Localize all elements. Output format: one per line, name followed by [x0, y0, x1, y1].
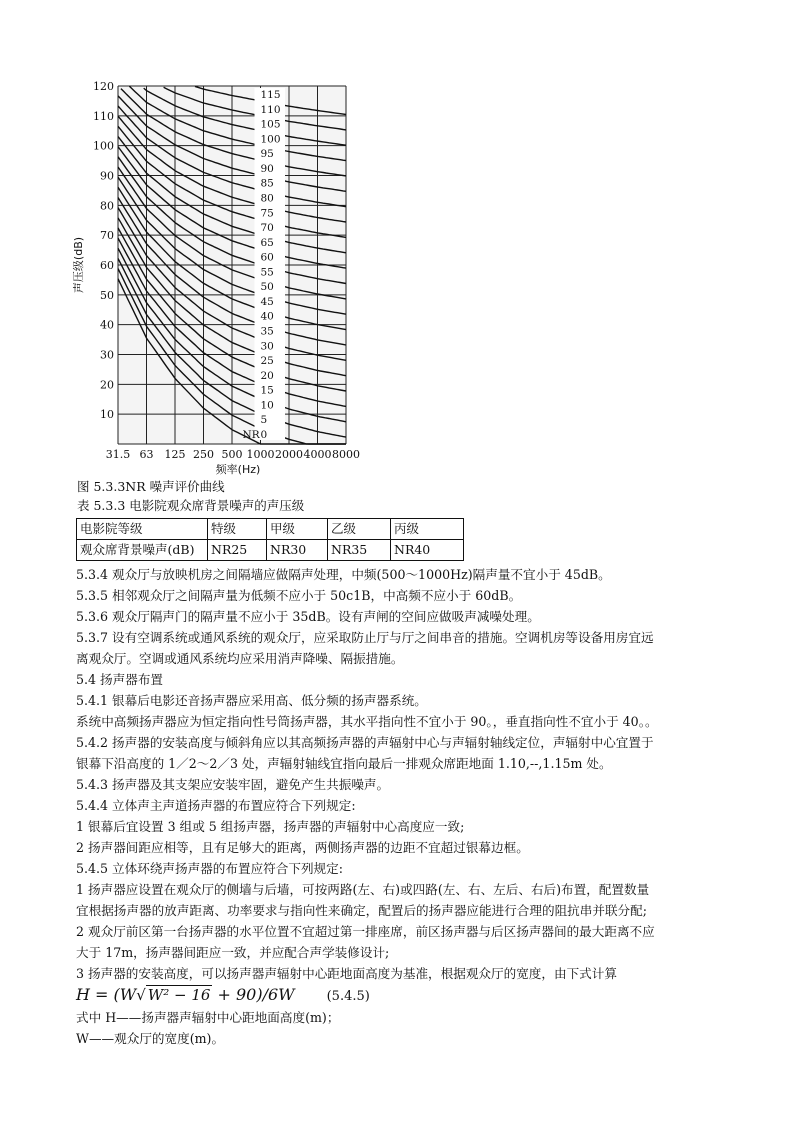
y-tick-label: 60	[100, 259, 114, 272]
table-header-cell: 特级	[208, 519, 267, 540]
paragraph: 5.4.1 银幕后电影还音扬声器应采用高、低分频的扬声器系统。	[76, 693, 427, 708]
x-tick-label: 1000	[246, 448, 275, 461]
curve-label: 30	[260, 340, 274, 353]
curve-label: 85	[260, 177, 274, 190]
curve-label: 60	[260, 251, 274, 264]
curve-label: 70	[260, 222, 274, 234]
table-header-cell: 电影院等级	[77, 519, 208, 540]
x-tick-label: 250	[193, 448, 214, 461]
x-tick-label: 125	[164, 448, 186, 461]
table-cell: NR35	[328, 540, 391, 561]
sqrt-symbol: √	[136, 986, 146, 1004]
paragraph: 3 扬声器的安装高度，可以扬声器声辐射中心距地面高度为基准，根据观众厅的宽度，由下式计算	[76, 966, 617, 981]
y-tick-label: 20	[100, 378, 114, 392]
table-header-row	[77, 519, 464, 540]
y-axis-label: 声压级(dB)	[72, 236, 85, 294]
formula-note: W——观众厅的宽度(m)。	[76, 1031, 225, 1046]
paragraph: 5.4.2 扬声器的安装高度与倾斜角应以其高频扬声器的声辐射中心与声辐射轴线定位，声辐射中心宜置于	[76, 735, 654, 750]
curve-label: 55	[260, 266, 274, 279]
figure-caption: 图 5.3.3NR 噪声评价曲线	[77, 479, 225, 494]
curve-label: 20	[260, 369, 274, 382]
noise-level-table	[76, 518, 464, 561]
formula-radicand: W² − 16	[147, 986, 211, 1004]
table-row	[77, 540, 464, 561]
paragraph: 1 银幕后宜设置 3 组或 5 组扬声器，扬声器的声辐射中心高度应一致;	[76, 819, 465, 834]
curve-label: 5	[260, 414, 268, 427]
x-axis-label: 频率(Hz)	[215, 463, 261, 476]
formula-5-4-5	[76, 985, 370, 1004]
y-tick-label: 40	[100, 318, 114, 332]
curve-label: 115	[260, 89, 281, 101]
curve-label: 0	[260, 429, 268, 441]
paragraph: 5.4.5 立体环绕声扬声器的布置应符合下列规定:	[76, 861, 343, 876]
y-tick-label: 30	[100, 348, 114, 362]
paragraph: 宜根据扬声器的放声距离、功率要求与指向性来确定，配置后的扬声器应能进行合理的阻抗串并联分配;	[76, 903, 647, 918]
paragraph: 5.4.3 扬声器及其支架应安装牢固，避免产生共振噪声。	[76, 777, 390, 792]
x-tick-label: 4000	[303, 448, 332, 461]
x-tick-label: 8000	[332, 448, 360, 461]
curve-label: 50	[260, 281, 274, 294]
y-tick-label: 50	[100, 288, 114, 302]
formula-number: (5.4.5)	[326, 989, 370, 1004]
curve-label: 105	[260, 118, 281, 131]
y-tick-label: 110	[93, 109, 114, 123]
curve-label: 45	[260, 296, 274, 308]
table-header-cell: 乙级	[328, 519, 391, 540]
curve-label-prefix: NR	[242, 429, 260, 441]
y-tick-label: 10	[100, 408, 114, 422]
curve-label: 15	[260, 384, 274, 397]
paragraph: 系统中高频扬声器应为恒定指向性号筒扬声器，其水平指向性不宜小于 90。，垂直指向性不宜小于 40。。	[76, 714, 658, 729]
curve-label: 10	[260, 399, 274, 412]
table-caption: 表 5.3.3 电影院观众席背景噪声的声压级	[77, 498, 305, 513]
x-tick-label: 63	[139, 448, 154, 461]
curve-label: 40	[260, 310, 274, 323]
formula-rhs: + 90)/6W	[212, 985, 295, 1004]
curve-label: 65	[260, 236, 274, 249]
y-tick-label: 80	[100, 199, 114, 213]
paragraph: 5.3.5 相邻观众厅之间隔声量为低频不应小于 50c1B，中高频不应小于 60dB。	[76, 588, 522, 603]
curve-label: 35	[260, 325, 274, 338]
curve-label: 90	[260, 162, 274, 175]
table-cell: 观众席背景噪声(dB)	[77, 540, 208, 561]
curve-label: 25	[260, 355, 274, 368]
paragraph: 银幕下沿高度的 1／2～2／3 处，声辐射轴线宜指向最后一排观众席距地面 1.10,--,1.15m 处。	[76, 756, 612, 771]
y-tick-label: 70	[100, 229, 114, 243]
curve-label: 110	[260, 103, 281, 116]
x-tick-label: 2000	[275, 448, 303, 461]
formula-note: 式中 H——扬声器声辐射中心距地面高度(m)；	[76, 1010, 340, 1025]
paragraph: 5.3.6 观众厅隔声门的隔声量不应小于 35dB。设有声闸的空间应做吸声减噪处理。	[76, 609, 540, 624]
y-tick-label: 120	[93, 80, 114, 93]
table-cell: NR25	[208, 540, 267, 561]
curve-label: 80	[260, 192, 274, 205]
paragraph: 2 扬声器间距应相等，且有足够大的距离，两侧扬声器的边距不宜超过银幕边框。	[76, 840, 529, 855]
curve-label: 100	[260, 133, 281, 146]
paragraph: 离观众厅。空调或通风系统均应采用消声降噪、隔振措施。	[76, 651, 404, 666]
paragraph: 大于 17m，扬声器间距应一致，并应配合声学装修设计;	[76, 945, 390, 960]
x-tick-label: 500	[221, 448, 243, 461]
paragraph: 2 观众厅前区第一台扬声器的水平位置不宜超过第一排座席，前区扬声器与后区扬声器间的最大距离不应	[76, 924, 655, 939]
curve-label: 95	[260, 148, 274, 161]
y-tick-label: 100	[93, 139, 114, 153]
curve-label: 75	[260, 207, 274, 220]
paragraph: 5.4.4 立体声主声道扬声器的布置应符合下列规定:	[76, 798, 356, 813]
x-tick-label: 31.5	[105, 448, 131, 461]
paragraph: 5.3.7 设有空调系统或通风系统的观众厅，应采取防止厅与厅之间串音的措施。空调机房等设备用房宜远	[76, 630, 654, 645]
paragraph: 1 扬声器应设置在观众厅的侧墙与后墙，可按两路(左、右)或四路(左、右、左后、右后)布置，配置数量	[76, 882, 650, 897]
table-cell: NR40	[391, 540, 464, 561]
paragraph: 5.3.4 观众厅与放映机房之间隔墙应做隔声处理，中频(500～1000Hz)隔声量不宜小于 45dB。	[76, 567, 611, 582]
nr-chart-svg	[74, 80, 374, 476]
section-heading: 5.4 扬声器布置	[76, 672, 164, 687]
y-tick-label: 90	[100, 169, 114, 183]
nr-noise-rating-chart	[74, 80, 374, 476]
formula-lhs: H = (W	[76, 985, 137, 1004]
table-cell: NR30	[267, 540, 328, 561]
table-header-cell: 甲级	[267, 519, 328, 540]
table-header-cell: 丙级	[391, 519, 464, 540]
